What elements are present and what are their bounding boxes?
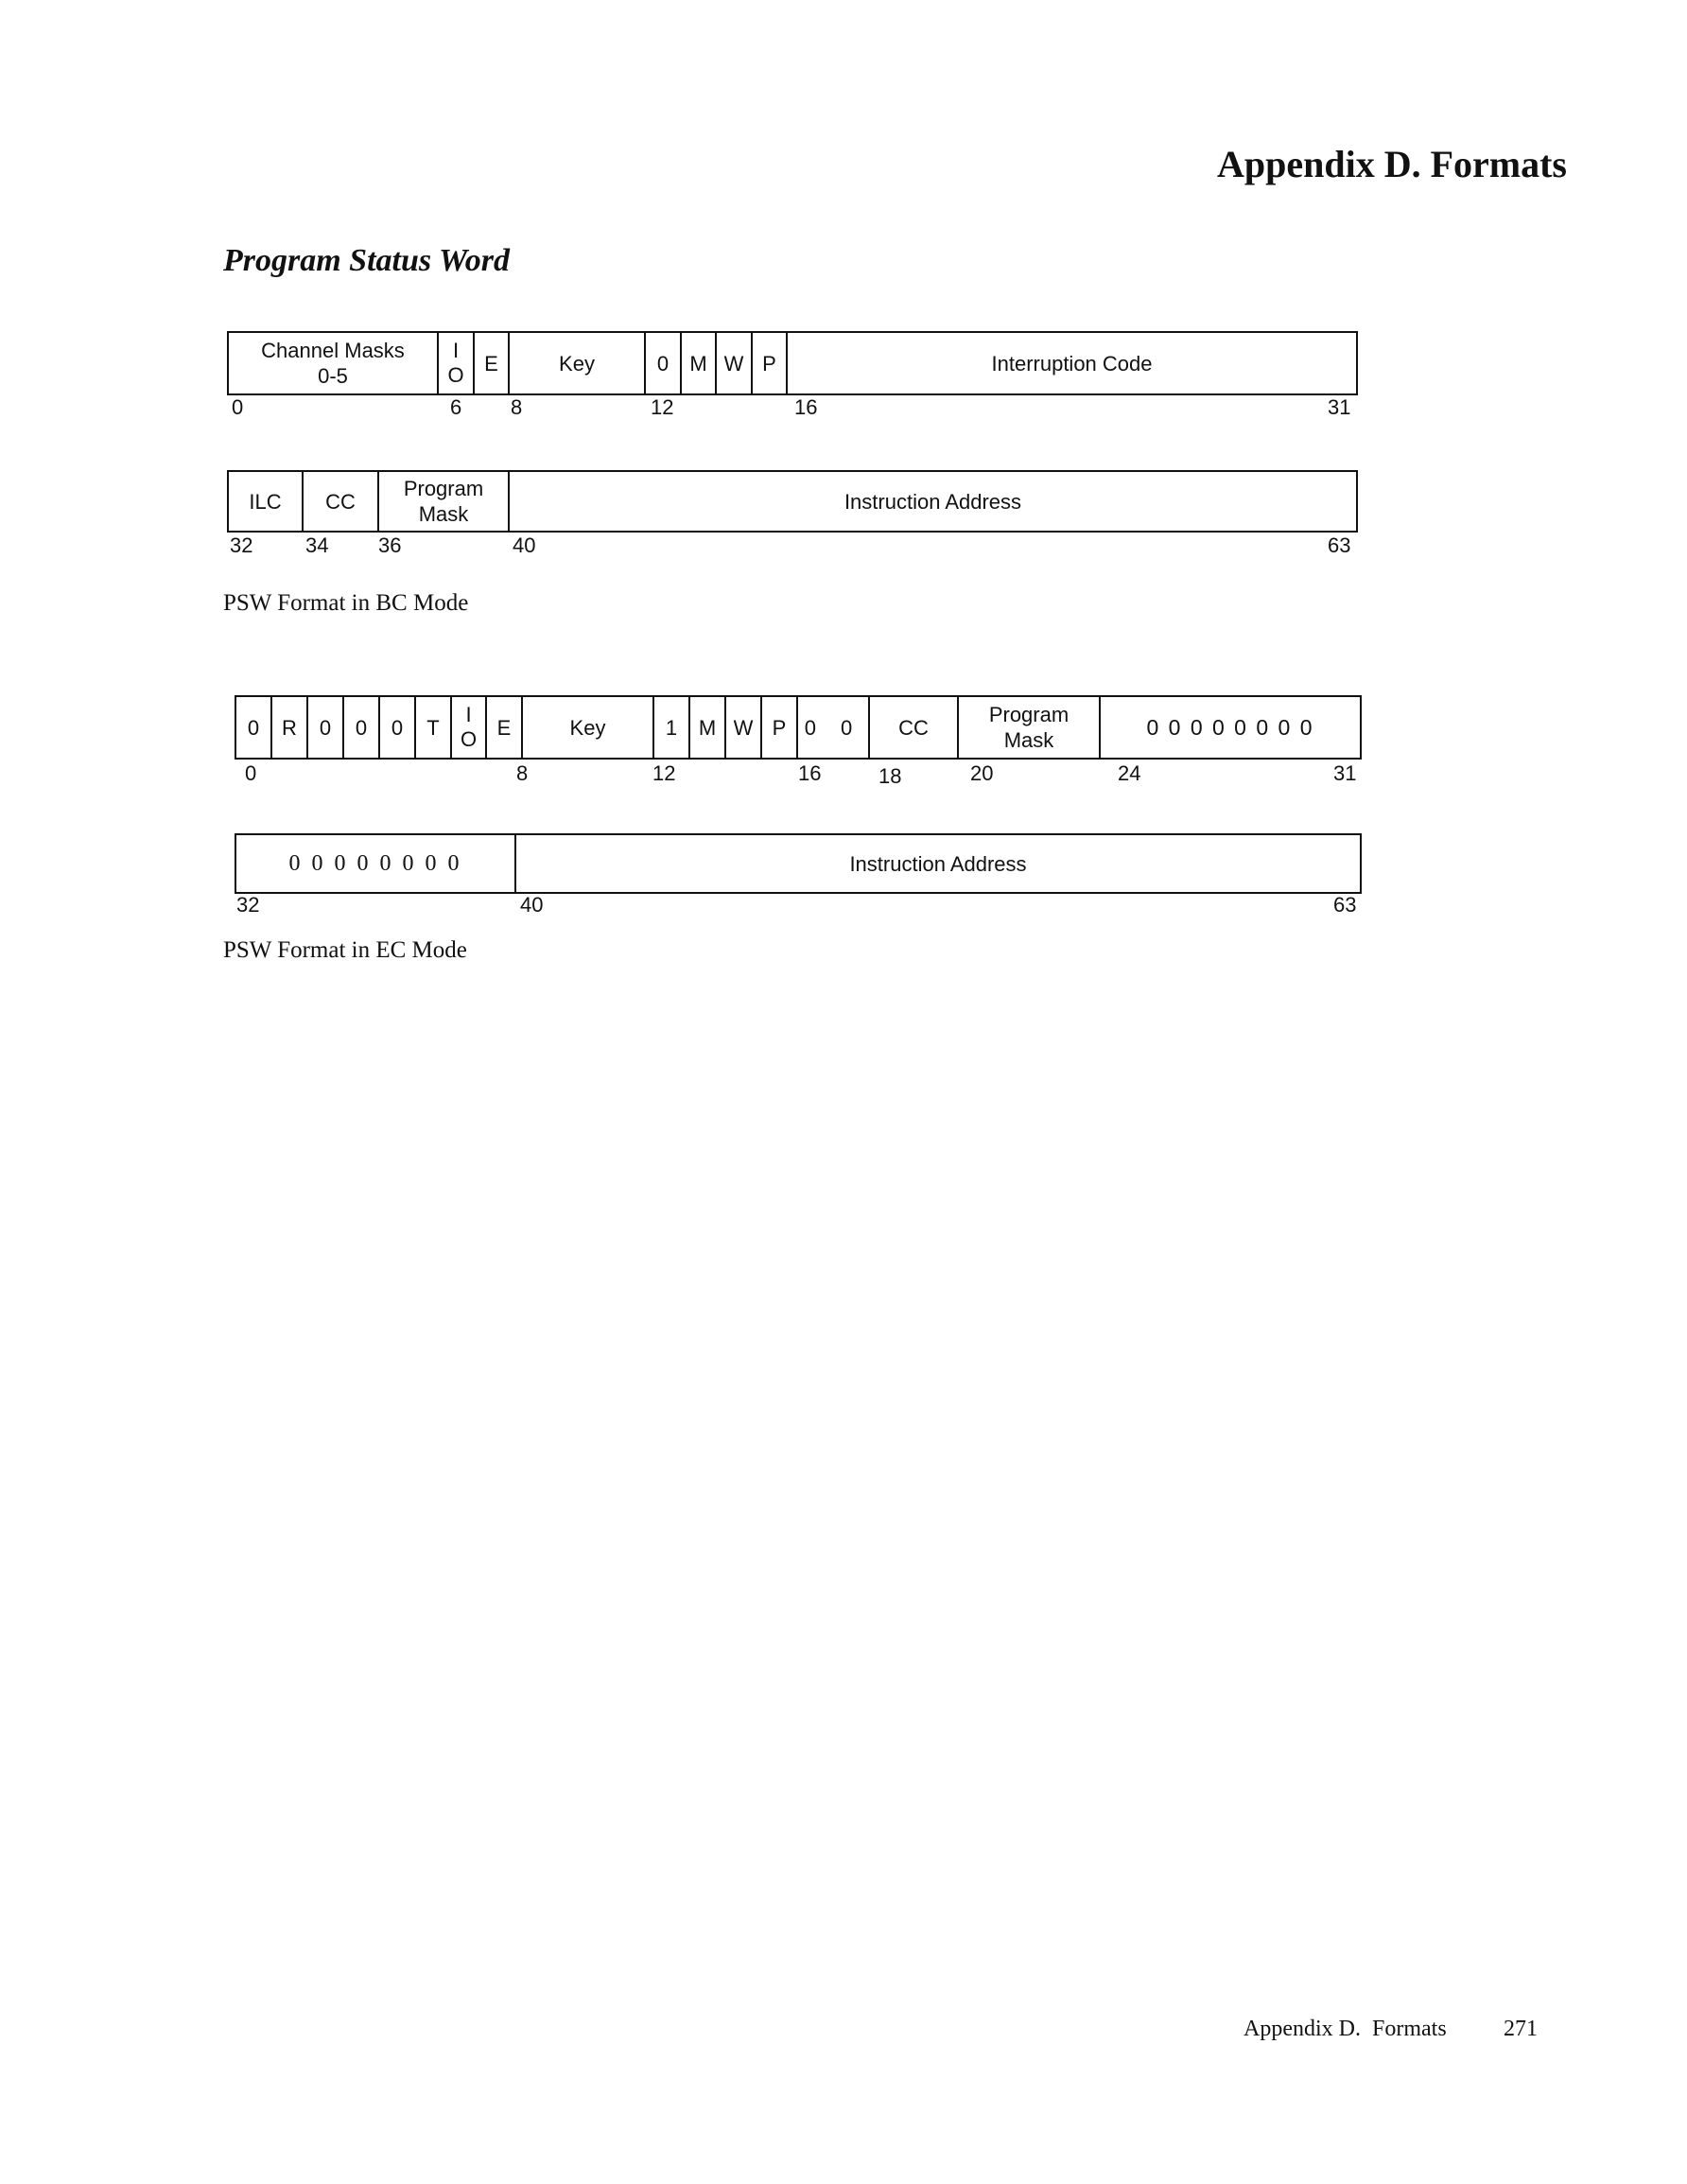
ec-field-instruction-address: [516, 835, 1360, 892]
bc-channel-masks-range: 0-5: [318, 364, 348, 388]
bc-program-mask-line1: Program: [403, 477, 484, 500]
bit-label: 63: [1328, 533, 1351, 557]
bc-w-text: W: [723, 351, 744, 376]
chapter-title: Appendix D. Formats: [1216, 143, 1567, 185]
bc-field-interruption-code: [788, 333, 1356, 393]
ec-field-key: [523, 697, 654, 758]
bc-io-o: O: [447, 363, 464, 387]
bc-channel-masks-label: Channel Masks: [261, 339, 405, 362]
ec-mode-caption: PSW Format in EC Mode: [223, 937, 467, 963]
bc-field-io: [439, 333, 475, 393]
footer-page-number: 271: [1504, 2017, 1538, 2041]
bit-label: 6: [450, 395, 462, 419]
ec-zeros-24-31-text: 0 0 0 0 0 0 0 0: [1146, 714, 1314, 740]
ec-field-bit0: [236, 697, 272, 758]
bit-label: 16: [794, 395, 818, 419]
ec-field-io: [452, 697, 487, 758]
ec-cc-text: CC: [898, 715, 929, 740]
bit-label: 36: [378, 533, 402, 557]
bc-key-text: Key: [559, 351, 595, 376]
footer-running-title: Appendix D. Formats: [1244, 2017, 1447, 2041]
bit-label: 12: [652, 761, 676, 785]
bc-p-text: P: [762, 351, 776, 376]
ec-one-text: 1: [665, 715, 678, 740]
bc-io-i: I: [452, 339, 460, 362]
ec-word1-diagram: [235, 695, 1362, 760]
ec-key-text: Key: [569, 715, 606, 740]
ec-r-text: R: [282, 715, 297, 740]
ec-io-i: I: [465, 703, 472, 726]
bit-label: 8: [516, 761, 529, 785]
ec-field-bit2: [308, 697, 344, 758]
bc-field-channel-masks: [229, 333, 439, 393]
bc-field-p: [753, 333, 788, 393]
bit-label: 0: [245, 761, 257, 785]
ec-word2-diagram: [235, 833, 1362, 894]
bc-zero-text: 0: [656, 351, 670, 376]
bc-m-text: M: [689, 351, 707, 376]
ec-zeros-32-39-text: 0 0 0 0 0 0 0 0: [288, 850, 462, 876]
bit-label: 31: [1333, 761, 1357, 785]
bit-label: 12: [651, 395, 674, 419]
ec-field-r: [272, 697, 308, 758]
ec-field-e: [487, 697, 523, 758]
bc-interruption-code-text: Interruption Code: [991, 351, 1153, 376]
ec-field-p: [762, 697, 798, 758]
bc-cc-text: CC: [325, 489, 356, 514]
section-title: Program Status Word: [223, 243, 510, 278]
ec-m-text: M: [698, 715, 717, 740]
ec-field-bit4: [380, 697, 416, 758]
bit-label: 0: [232, 395, 244, 419]
ec-field-zeros-32-39: [236, 835, 516, 892]
bc-field-key: [510, 333, 646, 393]
bit-label: 32: [230, 533, 253, 557]
ec-p-text: P: [772, 715, 787, 740]
bc-instruction-address-text: Instruction Address: [844, 489, 1022, 514]
ec-field-zeros-16-17: [798, 697, 870, 758]
bc-field-ilc: [229, 472, 304, 531]
bc-mode-caption: PSW Format in BC Mode: [223, 590, 469, 616]
bit-label: 34: [305, 533, 329, 557]
ec-field-m: [690, 697, 726, 758]
ec-program-mask-line2: Mask: [1003, 728, 1054, 752]
ec-t-text: T: [426, 715, 440, 740]
ec-instruction-address-text: Instruction Address: [849, 851, 1027, 876]
bc-field-e: [475, 333, 510, 393]
ec-bit3-text: 0: [355, 715, 368, 740]
ec-io-o: O: [460, 727, 478, 751]
bc-field-program-mask: [379, 472, 510, 531]
ec-bit2-text: 0: [319, 715, 332, 740]
ec-e-text: E: [496, 715, 512, 740]
bc-field-m: [682, 333, 717, 393]
bit-label: 31: [1328, 395, 1351, 419]
ec-program-mask-line1: Program: [988, 703, 1070, 726]
ec-bit4-text: 0: [391, 715, 404, 740]
bit-label: 63: [1333, 893, 1357, 917]
ec-field-w: [726, 697, 762, 758]
bc-word2-diagram: [227, 470, 1358, 533]
bit-label: 24: [1118, 761, 1141, 785]
bc-e-text: E: [484, 351, 498, 376]
bc-ilc-text: ILC: [249, 489, 282, 514]
bit-label: 32: [236, 893, 260, 917]
ec-field-cc: [870, 697, 959, 758]
ec-field-program-mask: [959, 697, 1101, 758]
bit-label: 18: [878, 764, 902, 788]
ec-field-zeros-24-31: [1101, 697, 1360, 758]
bit-label: 16: [798, 761, 822, 785]
bc-field-w: [717, 333, 753, 393]
bc-field-cc: [304, 472, 379, 531]
ec-bit0-text: 0: [247, 715, 260, 740]
ec-field-one: [654, 697, 690, 758]
bc-field-instruction-address: [510, 472, 1356, 531]
ec-w-text: W: [733, 715, 754, 740]
ec-field-bit3: [344, 697, 380, 758]
bit-label: 20: [970, 761, 994, 785]
ec-field-t: [416, 697, 452, 758]
bit-label: 40: [513, 533, 536, 557]
bit-label: 40: [520, 893, 544, 917]
bc-field-zero: [646, 333, 682, 393]
ec-zeros-16-17-text: 0 0: [804, 715, 862, 740]
bc-program-mask-line2: Mask: [418, 502, 469, 526]
bc-word1-diagram: [227, 331, 1358, 395]
bit-label: 8: [511, 395, 523, 419]
